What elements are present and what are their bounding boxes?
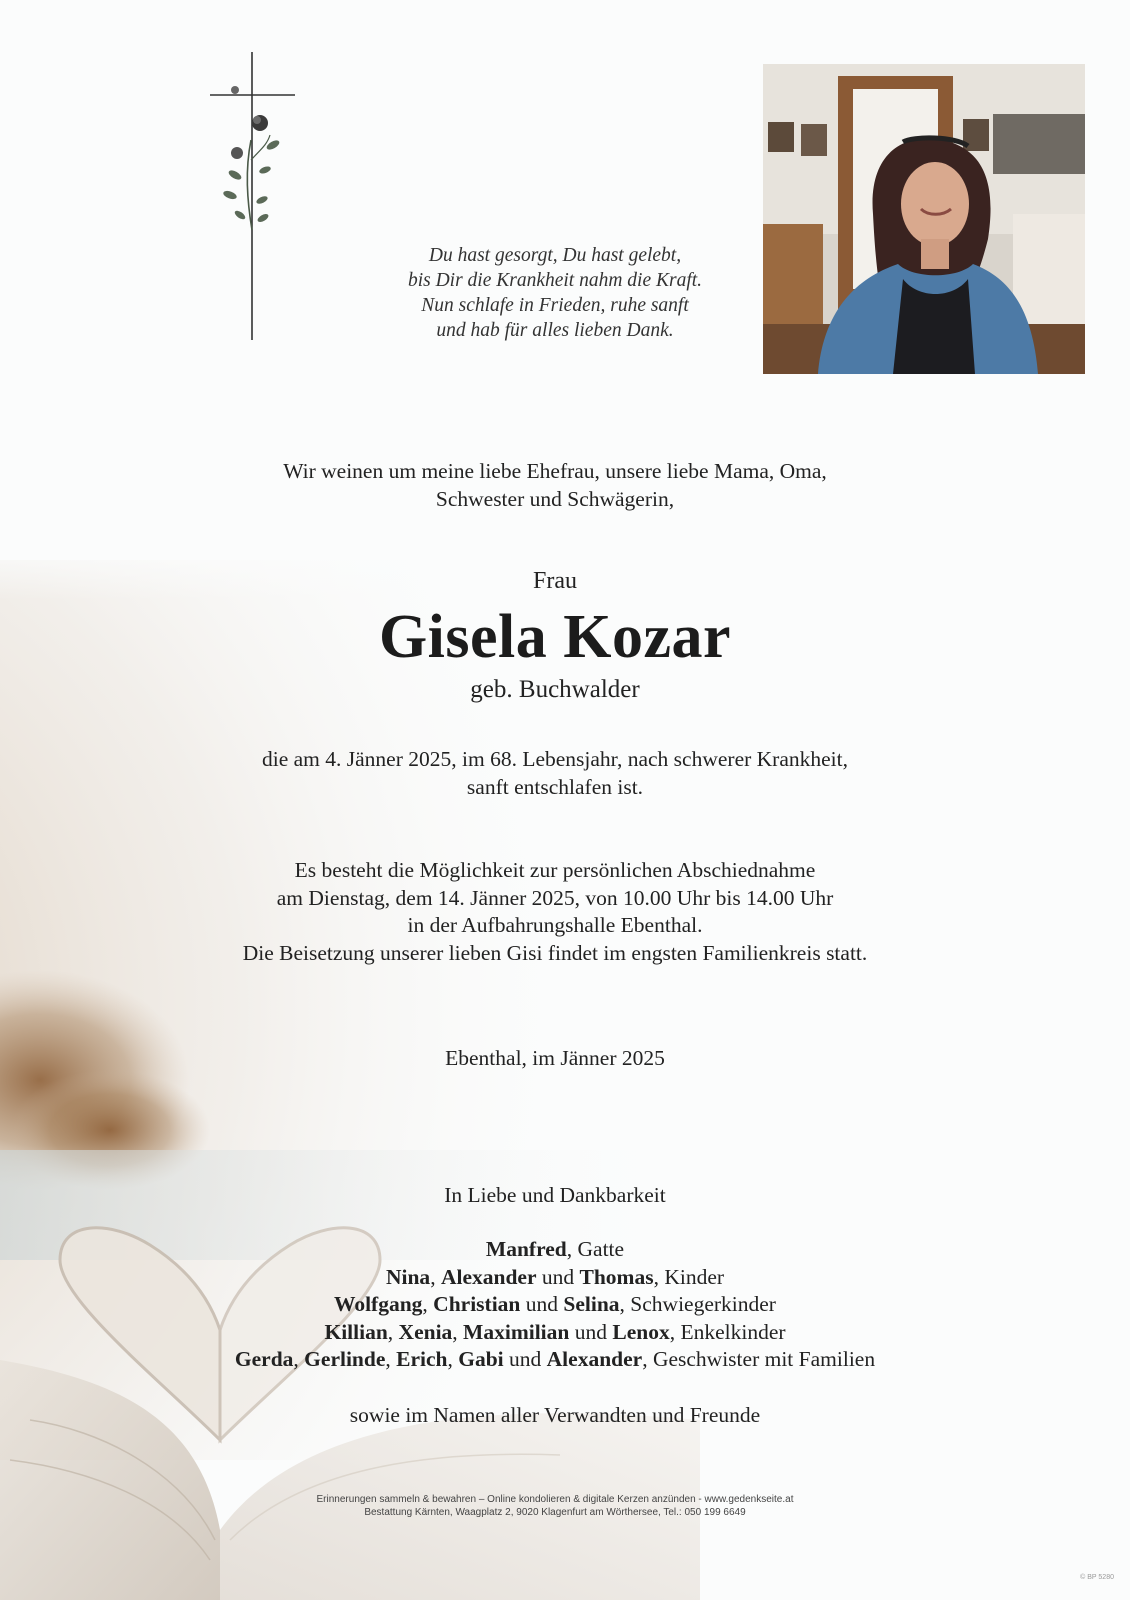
family-name: Killian bbox=[324, 1319, 388, 1344]
farewell-info bbox=[0, 857, 1110, 967]
regards-line: sowie im Namen aller Verwandten und Freunde bbox=[349, 1403, 761, 1427]
family-name: Thomas bbox=[579, 1264, 654, 1289]
place-date: Ebenthal, im Jänner 2025 bbox=[445, 1046, 665, 1070]
family-name: Lenox bbox=[612, 1319, 670, 1344]
separator: und bbox=[569, 1319, 613, 1344]
info-line: Es besteht die Möglichkeit zur persönlichen Abschiednahme bbox=[294, 858, 816, 882]
family-name: Selina bbox=[563, 1292, 620, 1316]
family-role: , Gatte bbox=[566, 1237, 625, 1261]
family-role: , Schwiegerkinder bbox=[619, 1292, 776, 1316]
footer-line: Erinnerungen sammeln & bewahren – Online kondolieren & digitale Kerzen anzünden - www.gedenkseite.at bbox=[316, 1494, 794, 1505]
family-name: Xenia bbox=[398, 1319, 453, 1344]
print-code: © BP 5280 bbox=[1080, 1574, 1114, 1581]
family-name: Maximilian bbox=[463, 1319, 570, 1344]
footer bbox=[0, 1493, 1110, 1519]
footer-line: Bestattung Kärnten, Waagplatz 2, 9020 Klagenfurt am Wörthersee, Tel.: 050 199 6649 bbox=[364, 1507, 746, 1518]
intro-text bbox=[0, 457, 1110, 513]
death-line: die am 4. Jänner 2025, im 68. Lebensjahr, nach schwerer Krankheit, bbox=[261, 747, 848, 771]
family-row-children bbox=[0, 1264, 1110, 1292]
cross-with-rose-icon bbox=[205, 50, 305, 350]
family-role: , Geschwister mit Familien bbox=[642, 1347, 876, 1371]
poem-line: und hab für alles lieben Dank. bbox=[436, 320, 674, 341]
separator: und bbox=[520, 1292, 564, 1316]
info-line: Die Beisetzung unserer lieben Gisi findet im engsten Familienkreis statt. bbox=[242, 940, 868, 965]
death-notice bbox=[0, 745, 1110, 801]
family-name: Alexander bbox=[440, 1264, 537, 1289]
intro-line: Schwester und Schwägerin, bbox=[435, 487, 675, 511]
poem-line: Du hast gesorgt, Du hast gelebt, bbox=[428, 245, 682, 266]
separator: , bbox=[385, 1347, 397, 1371]
separator: , bbox=[387, 1319, 399, 1344]
memorial-poem bbox=[365, 243, 745, 343]
family-name: Alexander bbox=[546, 1347, 643, 1371]
separator: , bbox=[293, 1347, 305, 1371]
birth-name: geb. Buchwalder bbox=[470, 676, 640, 703]
info-line: in der Aufbahrungshalle Ebenthal. bbox=[407, 913, 703, 937]
family-row-grandchildren bbox=[0, 1319, 1110, 1347]
family-row-siblings bbox=[0, 1346, 1110, 1374]
family-row-spouse bbox=[0, 1236, 1110, 1264]
family-name: Gabi bbox=[458, 1347, 504, 1371]
death-line: sanft entschlafen ist. bbox=[466, 775, 644, 799]
family-name: Wolfgang bbox=[334, 1292, 423, 1316]
family-name: Christian bbox=[433, 1292, 521, 1316]
poem-line: bis Dir die Krankheit nahm die Kraft. bbox=[407, 270, 703, 291]
intro-line: Wir weinen um meine liebe Ehefrau, unsere liebe Mama, Oma, bbox=[283, 459, 827, 483]
family-row-in-laws bbox=[0, 1291, 1110, 1319]
poem-line: Nun schlafe in Frieden, ruhe sanft bbox=[421, 295, 689, 316]
separator: und bbox=[536, 1264, 580, 1289]
deceased-name: Gisela Kozar bbox=[378, 603, 732, 671]
salutation: Frau bbox=[533, 568, 577, 594]
separator: , bbox=[430, 1264, 441, 1289]
family-list bbox=[0, 1236, 1110, 1374]
love-line: In Liebe und Dankbarkeit bbox=[444, 1183, 666, 1207]
separator: und bbox=[503, 1347, 547, 1371]
family-role: , Kinder bbox=[653, 1264, 725, 1289]
separator: , bbox=[452, 1319, 464, 1344]
family-name: Erich bbox=[396, 1347, 448, 1371]
info-line: am Dienstag, dem 14. Jänner 2025, von 10.00 Uhr bis 14.00 Uhr bbox=[276, 885, 834, 910]
separator: , bbox=[447, 1347, 459, 1371]
family-name: Gerda bbox=[234, 1347, 294, 1371]
family-name: Gerlinde bbox=[304, 1347, 386, 1371]
portrait-photo bbox=[763, 64, 1085, 374]
family-role: , Enkelkinder bbox=[669, 1319, 786, 1344]
family-name: Nina bbox=[385, 1264, 431, 1289]
separator: , bbox=[422, 1292, 434, 1316]
family-name: Manfred bbox=[485, 1237, 567, 1261]
